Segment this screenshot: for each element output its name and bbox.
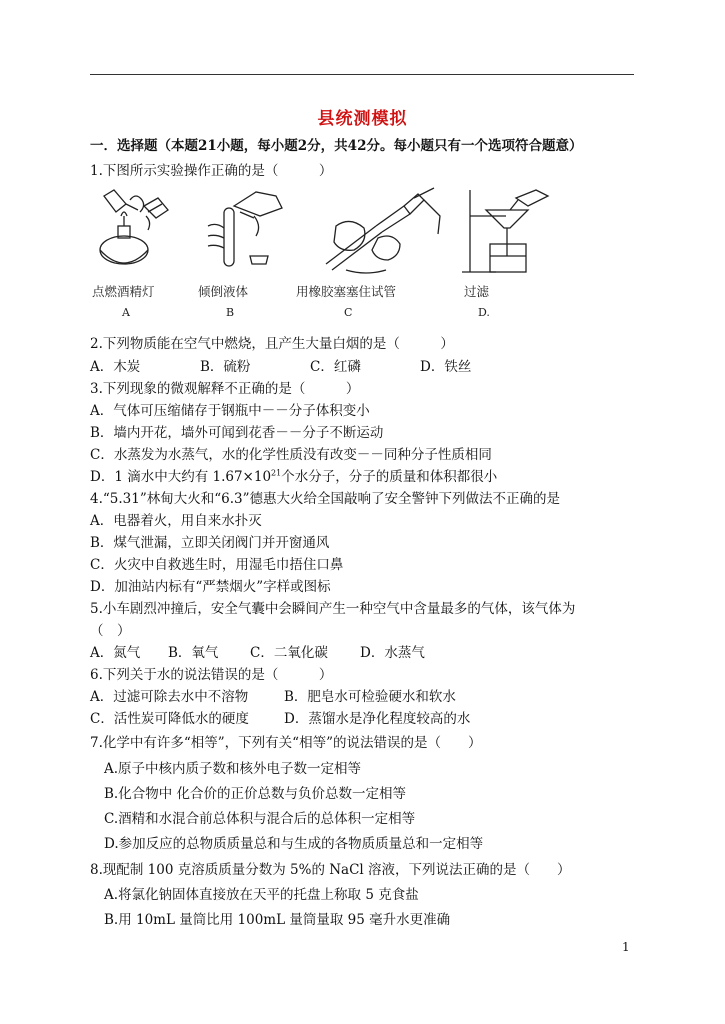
- q3-option-d-exponent: 21: [271, 468, 282, 478]
- q7-option-a: A.原子中核内质子数和核外电子数一定相等: [104, 761, 362, 777]
- section-heading: 一．选择题（本题21小题，每小题2分，共42分。每小题只有一个选项符合题意）: [90, 138, 583, 154]
- q6-option-c: C．活性炭可降低水的硬度: [90, 711, 249, 727]
- q6-row2: [90, 707, 470, 727]
- q3-option-b: B．墙内开花，墙外可闻到花香－－分子不断运动: [90, 425, 384, 441]
- q2-stem: 2.下列物质能在空气中燃烧，且产生大量白烟的是（ ）: [90, 336, 454, 352]
- q5-option-b: B．氧气: [168, 645, 219, 661]
- q8-option-b: B.用 10mL 量筒比用 100mL 量筒量取 95 毫升水更准确: [104, 912, 451, 928]
- fig-d-caption: 过滤: [464, 284, 490, 299]
- filtration-illustration: [456, 186, 576, 281]
- fig-c-letter: C: [344, 306, 353, 319]
- q5-stem-line1: 5.小车剧烈冲撞后，安全气囊中会瞬间产生一种空气中含量最多的气体，该气体为: [90, 601, 576, 617]
- q7-option-d: D.参加反应的总物质质量总和与生成的各物质质量总和一定相等: [104, 836, 484, 852]
- q1-stem: 1.下图所示实验操作正确的是（ ）: [90, 163, 333, 179]
- q4-stem: 4.“5.31”林甸大火和“6.3”德惠大火给全国敲响了安全警钟下列做法不正确的是: [90, 491, 561, 507]
- q7-stem: 7.化学中有许多“相等”，下列有关“相等”的说法错误的是（ ）: [90, 735, 482, 751]
- q3-option-d-pre: D．1 滴水中大约有 1.67×10: [90, 469, 272, 485]
- q1-figures: [86, 186, 606, 321]
- pouring-liquid-illustration: [196, 186, 296, 281]
- q5-stem-line2: （ ）: [90, 623, 131, 639]
- q7-option-b: B.化合物中 化合价的正价总数与负价总数一定相等: [104, 786, 407, 802]
- q5-options: [90, 641, 425, 661]
- q2-option-d: D．铁丝: [420, 359, 472, 375]
- q5-option-a: A．氮气: [90, 645, 141, 661]
- q7-option-c: C.酒精和水混合前总体积与混合后的总体积一定相等: [104, 811, 416, 827]
- page-title: 县统测模拟: [317, 109, 408, 129]
- fig-c-caption: 用橡胶塞塞住试管: [296, 284, 397, 299]
- q3-option-a: A．气体可压缩储存于钢瓶中－－分子体积变小: [90, 403, 370, 419]
- q3-option-c: C．水蒸发为水蒸气，水的化学性质没有改变－－同种分子性质相同: [90, 447, 492, 463]
- fig-a-caption: 点燃酒精灯: [92, 284, 155, 299]
- q8-option-a: A.将氯化钠固体直接放在天平的托盘上称取 5 克食盐: [104, 887, 419, 903]
- q2-option-c: C．红磷: [310, 359, 361, 375]
- q2-options: [90, 355, 471, 375]
- header-rule: [90, 74, 634, 75]
- q5-option-c: C．二氧化碳: [250, 645, 328, 661]
- fig-d-letter: D.: [478, 306, 490, 319]
- fig-b-letter: B: [226, 306, 235, 319]
- q6-stem: 6.下列关于水的说法错误的是（ ）: [90, 667, 333, 683]
- q6-row1: [90, 685, 456, 705]
- q4-option-a: A．电器着火，用自来水扑灭: [90, 513, 262, 529]
- page-number: 1: [622, 940, 630, 954]
- q3-stem: 3.下列现象的微观解释不正确的是（ ）: [90, 381, 360, 397]
- q3-option-d-post: 个水分子，分子的质量和体积都很小: [281, 469, 498, 485]
- q4-option-d: D．加油站内标有“严禁烟火”字样或图标: [90, 579, 331, 595]
- fig-b-caption: 倾倒液体: [198, 284, 249, 299]
- q3-option-d: [90, 465, 497, 485]
- q2-option-b: B．硫粉: [200, 359, 251, 375]
- q6-option-d: D．蒸馏水是净化程度较高的水: [284, 711, 471, 727]
- q6-option-b: B．肥皂水可检验硬水和软水: [284, 689, 456, 705]
- q4-option-c: C．火灾中自救逃生时，用湿毛巾捂住口鼻: [90, 557, 344, 573]
- q8-stem: 8.现配制 100 克溶质质量分数为 5%的 NaCl 溶液，下列说法正确的是（ ）: [90, 862, 571, 878]
- rubber-stopper-illustration: [306, 186, 446, 281]
- q4-option-b: B．煤气泄漏，立即关闭阀门并开窗通风: [90, 535, 330, 551]
- q5-option-d: D．水蒸气: [360, 645, 425, 661]
- fig-a-letter: A: [122, 306, 130, 319]
- alcohol-lamp-illustration: [86, 186, 196, 281]
- q6-option-a: A．过滤可除去水中不溶物: [90, 689, 249, 705]
- q2-option-a: A．木炭: [90, 359, 141, 375]
